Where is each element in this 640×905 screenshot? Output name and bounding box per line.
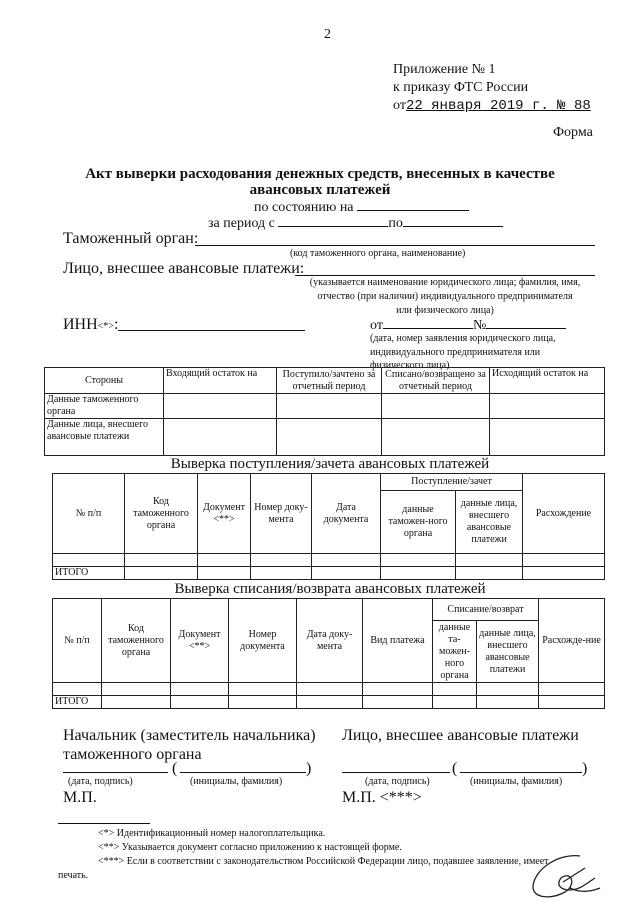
period-row <box>208 214 503 232</box>
table-row <box>45 419 605 456</box>
period-from-field[interactable] <box>278 214 388 227</box>
application-number-label: № <box>472 318 487 333</box>
right-signer-title: Лицо, внесшее авансовые платежи <box>342 727 579 744</box>
cell[interactable] <box>125 567 198 580</box>
inn-field[interactable] <box>118 330 305 331</box>
period-to-label: по <box>388 216 403 231</box>
header-doc-date: Дата документа <box>312 474 381 554</box>
header-receipt: Поступление/зачет <box>381 474 523 491</box>
cell[interactable] <box>277 419 382 456</box>
cell[interactable] <box>523 567 605 580</box>
header-parties: Стороны <box>45 368 164 394</box>
title-line2: авансовых платежей <box>249 182 391 198</box>
inn-colon: : <box>113 316 119 333</box>
row-label: Данные таможенного органа <box>45 394 164 419</box>
cell[interactable] <box>477 696 539 709</box>
header-code: Код таможенного органа <box>125 474 198 554</box>
cell[interactable] <box>312 554 381 567</box>
left-initials-field[interactable] <box>180 772 306 773</box>
cell[interactable] <box>363 683 433 696</box>
writeoffs-table <box>52 598 605 709</box>
cell[interactable] <box>490 419 605 456</box>
cell[interactable] <box>297 696 363 709</box>
right-date-sign-field[interactable] <box>342 772 450 773</box>
period-to-field[interactable] <box>403 214 503 227</box>
payer-hint-3: или физического лица) <box>396 305 494 316</box>
cell[interactable] <box>382 394 490 419</box>
appendix-line2: к приказу ФТС России <box>393 80 529 95</box>
total-row <box>53 567 605 580</box>
total-label: ИТОГО <box>53 696 102 709</box>
cell[interactable] <box>456 554 523 567</box>
payer-field[interactable] <box>295 275 595 276</box>
appendix-line1: Приложение № 1 <box>393 62 496 77</box>
cell[interactable] <box>363 696 433 709</box>
left-paren-open: ( <box>172 760 178 777</box>
row-label: Данные лица, внесшего авансовые платежи <box>45 419 164 456</box>
cell[interactable] <box>171 683 229 696</box>
handwritten-signature <box>525 848 605 903</box>
application-number-field[interactable] <box>486 316 566 329</box>
total-label: ИТОГО <box>53 567 125 580</box>
header-discrepancy: Расхождение <box>523 474 605 554</box>
footnote-1: <*> Идентификационный номер налогоплательщика. <box>98 828 326 839</box>
header-discrepancy: Расхожде-ние <box>539 599 605 683</box>
left-date-sign-field[interactable] <box>63 772 168 773</box>
cell[interactable] <box>198 554 251 567</box>
header-customs-data: данные таможен-ного органа <box>381 491 456 554</box>
cell[interactable] <box>433 696 477 709</box>
table-row <box>53 683 605 696</box>
header-doc-number: Номер доку-мента <box>251 474 312 554</box>
receipts-table <box>52 473 605 580</box>
application-hint-3: физического лица) <box>370 360 450 371</box>
header-opening: Входящий остаток на <box>164 368 277 394</box>
cell[interactable] <box>381 554 456 567</box>
customs-body-hint: (код таможенного органа, наименование) <box>290 248 466 259</box>
header-doc-number: Номер документа <box>229 599 297 683</box>
cell[interactable] <box>477 683 539 696</box>
header-doc: Документ <**> <box>198 474 251 554</box>
cell[interactable] <box>171 696 229 709</box>
inn-text: ИНН <box>63 316 98 333</box>
left-signer-title1: Начальник (заместитель начальника) <box>63 727 316 744</box>
right-initials-field[interactable] <box>460 772 582 773</box>
payer-hint-2: отчество (при наличии) индивидуального предпринимателя <box>317 291 573 302</box>
left-initials-hint: (инициалы, фамилия) <box>190 776 283 787</box>
right-initials-hint: (инициалы, фамилия) <box>470 776 563 787</box>
header-num: № п/п <box>53 599 102 683</box>
header-doc-date: Дата доку-мента <box>297 599 363 683</box>
application-row <box>370 316 566 334</box>
header-customs-data: данные та-можен-ного органа <box>433 621 477 683</box>
right-paren-close: ) <box>582 760 588 777</box>
cell[interactable] <box>125 554 198 567</box>
cell[interactable] <box>382 419 490 456</box>
as-of-field[interactable] <box>357 198 469 211</box>
header-payment-type: Вид платежа <box>363 599 433 683</box>
cell[interactable] <box>277 394 382 419</box>
period-from-label: за период с <box>208 216 275 231</box>
cell[interactable] <box>490 394 605 419</box>
total-row <box>53 696 605 709</box>
left-date-sign-hint: (дата, подпись) <box>68 776 133 787</box>
from-label: от <box>393 98 406 113</box>
application-date-field[interactable] <box>383 316 473 329</box>
header-code: Код таможенного органа <box>102 599 171 683</box>
footnote-divider <box>58 823 150 824</box>
table-row <box>53 554 605 567</box>
as-of-label: по состоянию на <box>254 200 354 215</box>
header-payer-data: данные лица, внесшего авансовые платежи <box>456 491 523 554</box>
cell[interactable] <box>539 683 605 696</box>
section3-title: Выверка списания/возврата авансовых платежей <box>174 581 486 597</box>
cell[interactable] <box>312 567 381 580</box>
cell[interactable] <box>251 567 312 580</box>
customs-body-field[interactable] <box>195 245 595 246</box>
cell[interactable] <box>53 554 125 567</box>
inn-footnote-mark: <*> <box>97 321 114 332</box>
appendix-line3 <box>393 98 591 114</box>
cell[interactable] <box>53 683 102 696</box>
header-doc: Документ <**> <box>171 599 229 683</box>
left-paren-close: ) <box>306 760 312 777</box>
header-payer-data: данные лица, внесшего авансовые платежи <box>477 621 539 683</box>
cell[interactable] <box>164 394 277 419</box>
cell[interactable] <box>539 696 605 709</box>
balance-table <box>44 367 605 456</box>
cell[interactable] <box>381 567 456 580</box>
cell[interactable] <box>102 683 171 696</box>
inn-label <box>63 316 118 334</box>
application-hint-1: (дата, номер заявления юридического лица, <box>370 333 556 344</box>
cell[interactable] <box>229 683 297 696</box>
left-signer-title2: таможенного органа <box>63 746 202 763</box>
right-date-sign-hint: (дата, подпись) <box>365 776 430 787</box>
cell[interactable] <box>523 554 605 567</box>
cell[interactable] <box>229 696 297 709</box>
footnote-3-cont: печать. <box>58 870 89 881</box>
cell[interactable] <box>297 683 363 696</box>
cell[interactable] <box>433 683 477 696</box>
customs-body-label: Таможенный орган: <box>63 230 199 247</box>
cell[interactable] <box>164 419 277 456</box>
right-stamp: М.П. <***> <box>342 789 422 806</box>
order-date: 22 января 2019 г. № 88 <box>405 98 591 114</box>
cell[interactable] <box>251 554 312 567</box>
cell[interactable] <box>198 567 251 580</box>
right-paren-open: ( <box>452 760 458 777</box>
header-closing: Исходящий остаток на <box>490 368 605 394</box>
header-num: № п/п <box>53 474 125 554</box>
footnote-2: <**> Указывается документ согласно приложению к настоящей форме. <box>98 842 402 853</box>
header-writeoff: Списание/возврат <box>433 599 539 621</box>
header-received: Поступило/зачтено за отчетный период <box>277 368 382 394</box>
title-line1: Акт выверки расходования денежных средств, внесенных в качестве <box>85 166 555 182</box>
cell[interactable] <box>102 696 171 709</box>
footnote-3: <***> Если в соответствии с законодательством Российской Федерации лицо, подавшее заявление, имеет <box>98 856 549 867</box>
payer-label: Лицо, внесшее авансовые платежи: <box>63 260 305 277</box>
table-row <box>45 394 605 419</box>
application-from-label: от <box>370 318 383 333</box>
page-number: 2 <box>324 27 331 42</box>
application-hint-2: индивидуального предпринимателя или <box>370 347 541 358</box>
form-label: Форма <box>553 125 593 140</box>
header-written-off: Списано/возвращено за отчетный период <box>382 368 490 394</box>
left-stamp: М.П. <box>63 789 97 806</box>
cell[interactable] <box>456 567 523 580</box>
payer-hint-1: (указывается наименование юридического лица; фамилия, имя, <box>309 277 581 288</box>
section2-title: Выверка поступления/зачета авансовых платежей <box>170 456 490 472</box>
